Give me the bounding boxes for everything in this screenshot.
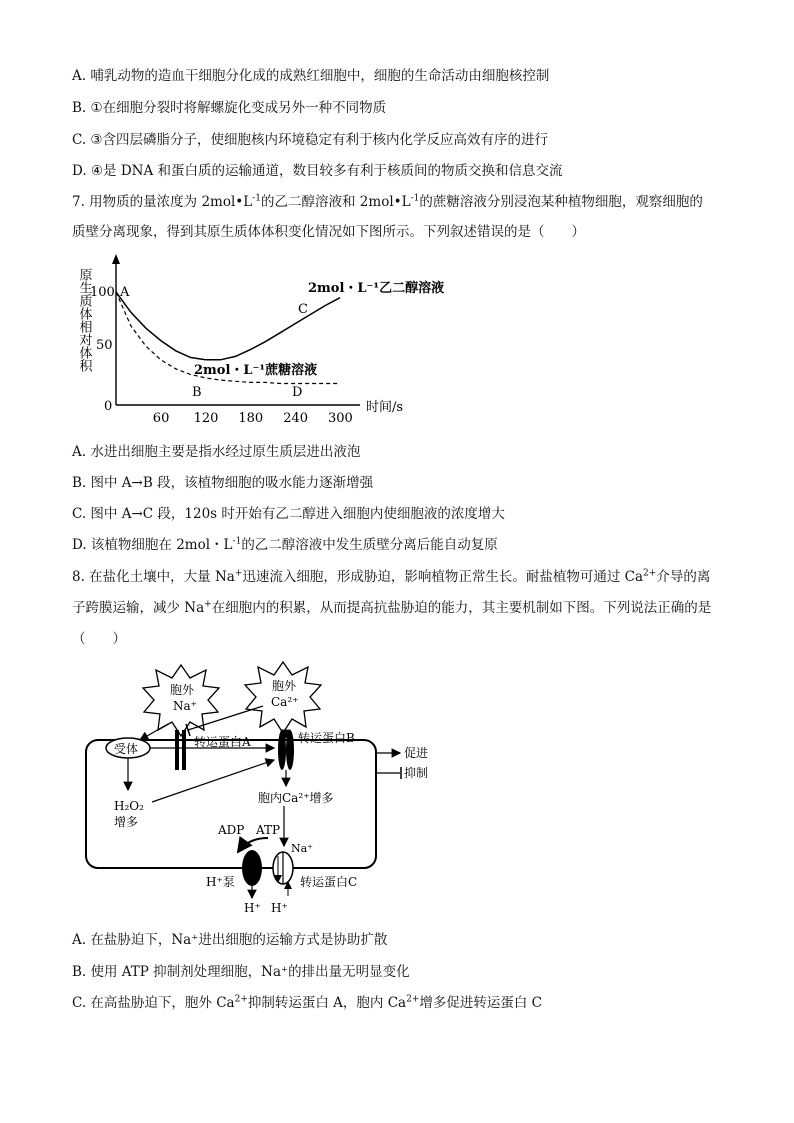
q6-option-c: C. ③含四层磷脂分子，使细胞核内环境稳定有利于核内化学反应高效有序的进行 [72, 132, 549, 148]
y-axis-label: 原生质体相对体积 [76, 268, 92, 372]
series-label-ethylene-glycol: 2mol・L⁻¹乙二醇溶液 [308, 281, 445, 296]
outer-ca-label-2: Ca²⁺ [271, 695, 299, 709]
series-label-sucrose: 2mol・L⁻¹蔗糖溶液 [194, 363, 318, 378]
x-tick-label-240: 240 [283, 411, 309, 426]
q7-option-a: A. 水进出细胞主要是指水经过原生质层进出液泡 [72, 444, 361, 460]
outer-na-label-1: 胞外 [170, 683, 195, 697]
atp-hydrolysis-arrow [238, 838, 268, 852]
q6-option-a: A. 哺乳动物的造血干细胞分化成的成熟红细胞中，细胞的生命活动由细胞核控制 [72, 68, 550, 84]
transporter-a-left [175, 730, 179, 770]
h-pump [242, 850, 262, 886]
q6-option-d: D. ④是 DNA 和蛋白质的运输通道，数目较多有利于核质间的物质交换和信息交流 [72, 163, 563, 179]
origin-label: 0 [104, 399, 113, 414]
q6-option-b: B. ①在细胞分裂时将解螺旋化变成另外一种不同物质 [72, 100, 387, 116]
receptor-label: 受体 [114, 742, 139, 756]
y-tick-label-50: 50 [96, 338, 113, 353]
x-tick-label-60: 60 [152, 411, 170, 426]
point-label-b: B [192, 385, 202, 400]
h2o2-label: H₂O₂ [114, 799, 144, 813]
h-pump-label: H⁺泵 [206, 875, 235, 889]
outer-na-label-2: Na⁺ [173, 699, 197, 713]
transporter-a-right [182, 730, 186, 770]
q7-option-d: D. 该植物细胞在 2mol・$L^{-1}$的乙二醇溶液中发生质壁分离后能自动复原 [72, 536, 498, 553]
legend-promote-label: 促进 [404, 746, 429, 760]
q7-stem-line2: 质壁分离现象，得到其原生质体体积变化情况如下图所示。下列叙述错误的是（ ） [72, 224, 585, 240]
q7-option-b: B. 图中 A→B 段，该植物细胞的吸水能力逐渐增强 [72, 475, 374, 491]
transporter-a-label: 转运蛋白A [194, 735, 251, 749]
h2o2-increase-label: 增多 [114, 815, 139, 829]
outer-ca-label-1: 胞外 [272, 679, 297, 693]
na-in-label: Na⁺ [291, 842, 313, 855]
legend-inhibit-label: 抑制 [404, 766, 429, 780]
arrow-h2o2-to-transporter-b [152, 760, 274, 802]
x-tick-labels [153, 411, 353, 426]
transporter-b-left [278, 730, 286, 770]
adp-label: ADP [218, 823, 245, 837]
transporter-b-right [286, 730, 294, 770]
x-tick-label-180: 180 [238, 411, 264, 426]
transporter-b-label: 转运蛋白B [298, 731, 355, 745]
q7-option-c: C. 图中 A→C 段，120s 时开始有乙二醇进入细胞内使细胞液的浓度增大 [72, 506, 505, 522]
transporter-c-label: 转运蛋白C [300, 875, 358, 889]
q8-stem-line3: （ ） [72, 631, 126, 647]
arrow-na-to-receptor [140, 724, 168, 740]
x-axis-label: 时间/s [366, 400, 404, 415]
atp-label: ATP [256, 823, 281, 837]
y-tick-label-100: 100 [90, 285, 115, 300]
point-label-a: A [120, 285, 130, 300]
x-tick-label-120: 120 [193, 411, 219, 426]
h-out-label-1: H⁺ [244, 901, 261, 915]
protoplast-volume-chart [70, 250, 490, 430]
y-axis-arrow [112, 254, 120, 264]
x-tick-label-300: 300 [328, 411, 353, 426]
point-label-d: D [292, 385, 303, 400]
q8-stem-line1: 8. 在盐化土壤中，大量 Na+迅速流入细胞，形成胁迫，影响植物正常生长。耐盐植物可通过 $Ca^{2+}$介导的离 [72, 568, 711, 585]
q8-option-c: C. 在高盐胁迫下，胞外 $Ca^{2+}$抑制转运蛋白 A，胞内 $Ca^{2+}$增多促进转运蛋白 C [72, 994, 543, 1011]
q8-option-a: A. 在盐胁迫下，Na⁺进出细胞的运输方式是协助扩散 [72, 932, 388, 948]
q7-stem-line1: 7. 用物质的量浓度为 $2mol•L^{-1}$的乙二醇溶液和 $2mol•L^{-1}$的蔗糖溶液分别浸泡某种植物细胞，观察细胞的 [72, 193, 703, 210]
inner-ca-label: 胞内Ca²⁺增多 [258, 791, 334, 805]
salt-stress-mechanism-diagram [78, 660, 478, 920]
h-out-label-2: H⁺ [271, 901, 288, 915]
q8-stem-line2: 子跨膜运输，减少 Na+在细胞内的积累，从而提高抗盐胁迫的能力，其主要机制如下图。下列说法正确的是 [72, 599, 712, 616]
q8-option-b: B. 使用 ATP 抑制剂处理细胞，Na⁺的排出量无明显变化 [72, 964, 410, 980]
point-label-c: C [298, 302, 308, 317]
